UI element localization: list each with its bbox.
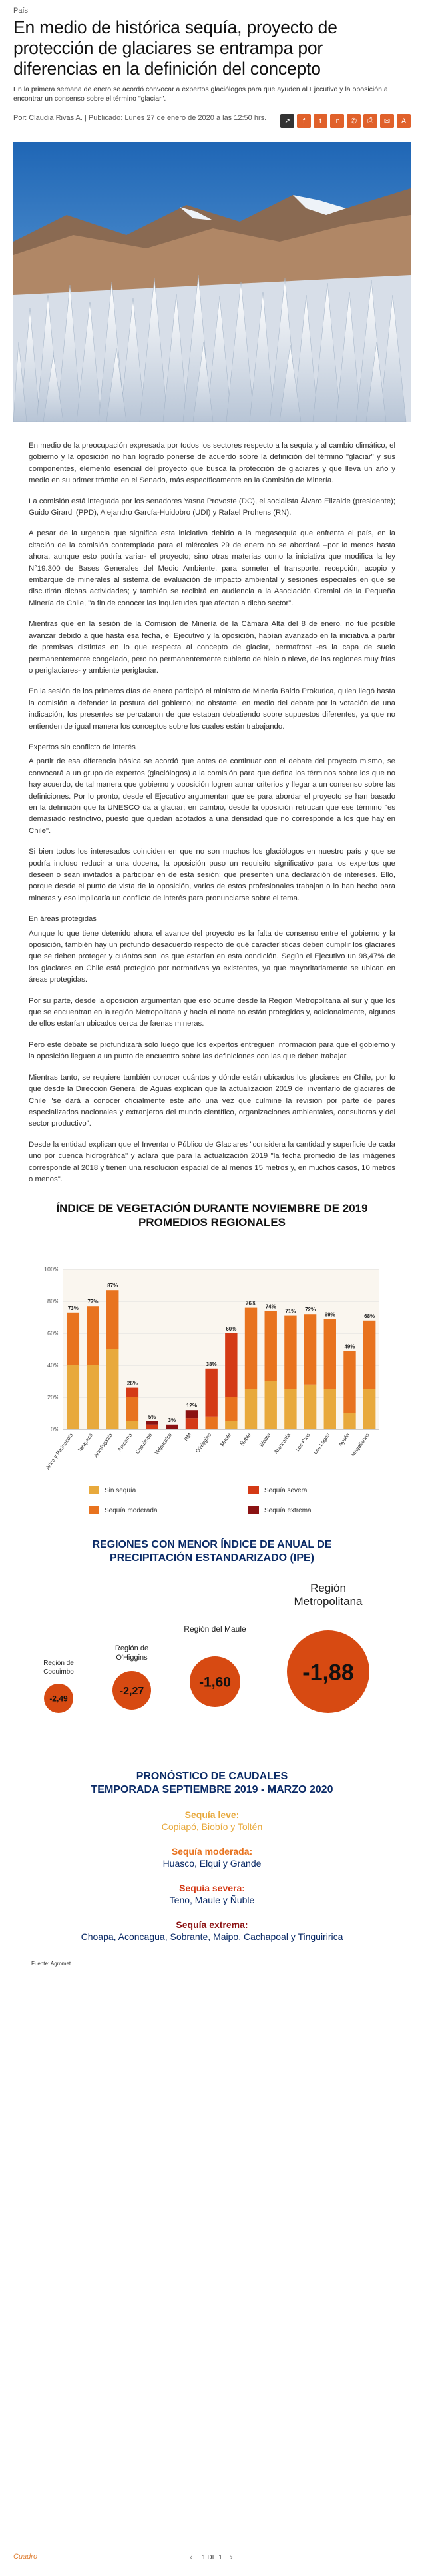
bar-segment-sin-sequía bbox=[284, 1389, 296, 1429]
bar-segment-sequía-extrema bbox=[146, 1421, 158, 1425]
x-tick-label: Biobío bbox=[258, 1432, 272, 1449]
x-tick-label: Tarapacá bbox=[76, 1432, 95, 1454]
bar-segment-sequía-extrema bbox=[166, 1425, 178, 1429]
ipe-title-line2: PRECIPITACIÓN ESTANDARIZADO (IPE) bbox=[110, 1552, 314, 1564]
y-tick-label: 80% bbox=[47, 1298, 59, 1305]
bar-segment-sequía-moderada bbox=[87, 1307, 99, 1366]
headline: En medio de histórica sequía, proyecto de protección de glaciares se entrampa por diferencias en la definición del concepto bbox=[13, 17, 337, 79]
body-paragraph: En medio de la preocupación expresada por todos los sectores respecto a la sequía y al cambio climático, el gobierno y la oposición no han logrado ponerse de acuerdo sobre la definición del término "glaciar" y sus componentes, elemento esencial del proyecto que busca la protección de glaciares y que lleva un año y medio en su primer trámite en el Senado, más específicamente en la Comisión de Minería. bbox=[29, 442, 395, 485]
bar-value-label: 71% bbox=[285, 1308, 296, 1315]
forecast-item bbox=[29, 1809, 395, 1833]
body-paragraph: En la sesión de los primeros días de enero participó el ministro de Minería Baldo Prokurica, quien llegó hasta la comisión a defender la postura del gobierno; no obstante, en medio del debate por la votación de una indicación, los presentes se percataron de que estaban debatiendo sobre supuestos diferentes, ya que no entienden de igual manera los conceptos sobre los cuales están trabajando. bbox=[29, 687, 395, 731]
bar-segment-sin-sequía bbox=[343, 1413, 355, 1429]
infographic-title-line2: PROMEDIOS REGIONALES bbox=[138, 1216, 286, 1229]
forecast-item bbox=[29, 1919, 395, 1943]
forecast-heading: Sequía severa: bbox=[179, 1883, 245, 1894]
x-tick-label: Magallanes bbox=[349, 1432, 371, 1458]
bar-segment-sequía-severa bbox=[126, 1388, 138, 1397]
bar-segment-sequía-severa bbox=[186, 1419, 198, 1430]
bar-value-label: 69% bbox=[324, 1311, 335, 1318]
bar-value-label: 68% bbox=[364, 1313, 375, 1320]
byline: Por: Claudia Rivas A. | Publicado: Lunes 27 de enero de 2020 a las 12:50 hrs. bbox=[13, 114, 267, 122]
bar-segment-sin-sequía bbox=[304, 1385, 316, 1429]
infographic-title-line1: ÍNDICE DE VEGETACIÓN DURANTE NOVIEMBRE DE 2019 bbox=[56, 1202, 368, 1215]
bar-value-label: 49% bbox=[344, 1343, 355, 1350]
forecast-title bbox=[29, 1765, 395, 1797]
bar-segment-sin-sequía bbox=[87, 1365, 99, 1429]
source-note: Fuente: Agromet bbox=[31, 1961, 71, 1967]
forecast-list bbox=[29, 1809, 395, 1943]
ipe-title-line1: REGIONES CON MENOR ÍNDICE DE ANUAL DE bbox=[92, 1539, 332, 1551]
ipe-bubble-chart bbox=[29, 1565, 395, 1765]
body-paragraph: Pero este debate se profundizará sólo luego que los expertos entreguen información para que el gobierno y la oposición lleguen a un punto de encuentro sobre las definiciones con las que deben trabajar. bbox=[29, 1040, 395, 1061]
bar-segment-sequía-moderada bbox=[205, 1417, 217, 1429]
bar-value-label: 76% bbox=[246, 1300, 257, 1307]
forecast-item bbox=[29, 1882, 395, 1907]
bar-value-label: 73% bbox=[67, 1305, 79, 1312]
region-name: Región de bbox=[43, 1660, 74, 1668]
forecast-heading: Sequía moderada: bbox=[171, 1846, 253, 1857]
x-tick-label: Atacama bbox=[116, 1432, 134, 1453]
bar-segment-sin-sequía bbox=[245, 1389, 257, 1429]
bar-segment-sequía-moderada bbox=[106, 1291, 118, 1350]
bar-value-label: 87% bbox=[107, 1283, 118, 1289]
bar-value-label: 26% bbox=[126, 1380, 138, 1387]
body-paragraph: A pesar de la urgencia que significa esta iniciativa debido a la megasequía que enfrenta el país, en la citación de la comisión contemplada para el miércoles 29 de enero no se abordará –por lo menos hasta ahora, aunque esto podría variar- el proyecto; sino otras materias como la iniciativa que modifica la ley N°19.300 de Bases Generales del Medio Ambiente, para someter el transporte, recepción, acopio y embarque de minerales al sistema de evaluación de impacto ambiental y sesiones especiales en que se discutirán dichas actividades; y también se recibirá en audiencia a la Asociación Gremial de la Pequeña Minería de Chile, "a fin de conocer las inquietudes que afectan a dicho sector". bbox=[29, 529, 395, 607]
x-tick-label: Los Lagos bbox=[312, 1432, 331, 1456]
bar-segment-sequía-moderada bbox=[363, 1321, 375, 1389]
forecast-rivers: Teno, Maule y Ñuble bbox=[169, 1895, 255, 1906]
legend-swatch bbox=[248, 1486, 259, 1494]
bar-segment-sequía-moderada bbox=[343, 1351, 355, 1414]
next-page-icon[interactable]: › bbox=[230, 2551, 233, 2562]
bar-value-label: 12% bbox=[186, 1403, 197, 1409]
linkedin-icon[interactable]: in bbox=[330, 114, 344, 128]
vegetation-chart bbox=[29, 1229, 395, 1536]
text-size-icon[interactable]: A bbox=[397, 114, 411, 128]
x-tick-label: Arica y Parinacota bbox=[44, 1432, 75, 1471]
forecast-heading: Sequía extrema: bbox=[176, 1919, 248, 1931]
x-tick-label: Aysén bbox=[337, 1432, 351, 1448]
email-icon[interactable]: ✉ bbox=[380, 114, 394, 128]
bar-value-label: 72% bbox=[305, 1307, 316, 1313]
bar-segment-sequía-moderada bbox=[265, 1311, 277, 1382]
print-icon[interactable]: ⎙ bbox=[363, 114, 377, 128]
ipe-value: -1,88 bbox=[302, 1660, 354, 1686]
x-tick-label: RM bbox=[183, 1432, 193, 1443]
bar-segment-sin-sequía bbox=[106, 1349, 118, 1429]
share-toolbar bbox=[280, 114, 411, 128]
region-name: Coquimbo bbox=[43, 1668, 74, 1676]
bar-segment-sin-sequía bbox=[265, 1381, 277, 1429]
lead-paragraph: En la primera semana de enero se acordó convocar a expertos glaciólogos para que ayuden al Ejecutivo y la oposición a encontrar un consenso sobre el término "glaciar". bbox=[13, 85, 388, 103]
y-tick-label: 20% bbox=[47, 1394, 59, 1401]
forecast-title-line1: PRONÓSTICO DE CAUDALES bbox=[136, 1771, 288, 1783]
legend-label: Sequía moderada bbox=[105, 1507, 158, 1515]
body-paragraph: A partir de esa diferencia básica se acordó que antes de continuar con el debate del proyecto mismo, se convocará a un grupo de expertos (glaciólogos) a la comisión para que defina los términos sobre los que no hay acuerdo, de tal manera que gobierno y oposición logren aunar criterios y llegar a un consenso sobre las definiciones. Por lo pronto, desde el Ejecutivo argumentan que se para abordar el proyecto se han basado en la definición que la UNESCO da a glaciar; en cambio, desde la oposición retrucan que ese término "es demasiado restrictivo, puesto que quedan acotados a una densidad que no corresponde a los que hay en Chile". bbox=[29, 757, 395, 835]
forecast-heading: Sequía leve: bbox=[184, 1809, 240, 1821]
bar-segment-sequía-moderada bbox=[304, 1315, 316, 1385]
region-name: Metropolitana bbox=[294, 1595, 363, 1608]
subheading: Expertos sin conflicto de interés bbox=[29, 743, 136, 751]
bar-segment-sin-sequía bbox=[225, 1421, 237, 1429]
bar-segment-sin-sequía bbox=[363, 1389, 375, 1429]
forecast-item bbox=[29, 1845, 395, 1870]
bar-value-label: 38% bbox=[206, 1361, 217, 1368]
bar-segment-sin-sequía bbox=[67, 1365, 79, 1429]
forecast-rivers: Copiapó, Biobío y Toltén bbox=[161, 1821, 263, 1833]
region-name: Región de bbox=[114, 1644, 149, 1653]
bar-segment-sequía-moderada bbox=[324, 1319, 336, 1390]
facebook-icon[interactable]: f bbox=[297, 114, 311, 128]
previous-page-icon[interactable]: ‹ bbox=[190, 2551, 193, 2562]
y-tick-label: 100% bbox=[43, 1266, 59, 1273]
byline-row bbox=[0, 103, 424, 142]
x-tick-label: Valparaíso bbox=[153, 1432, 173, 1456]
twitter-icon[interactable]: t bbox=[314, 114, 327, 128]
section-label[interactable]: País bbox=[13, 7, 29, 15]
page-indicator: 1 DE 1 bbox=[202, 2554, 222, 2561]
x-tick-label: O'Higgins bbox=[194, 1432, 213, 1454]
infographic bbox=[29, 1195, 395, 1967]
legend-label: Sequía severa bbox=[264, 1487, 308, 1495]
body-paragraph: Por su parte, desde la oposición argumentan que eso ocurre desde la Región Metropolitana al sur y que los que se encuentran en la región Metropolitana y hacia el norte no están protegidos y, adicionalmente, algunos de ellos estarían ubicados cerca de faenas mineras. bbox=[29, 996, 395, 1028]
body-paragraph: Mientras tanto, se requiere también conocer cuántos y dónde están ubicados los glaciares en Chile, por lo que desde la Dirección General de Aguas explican que la actualización 2019 del inventario de glaciares de Chile "se dará a conocer oficialmente este año una vez que culmine la revisión por parte de pares especializados nacionales y extranjeros del mundo científico, organizaciones ambientales, consultoras y del sector productivo". bbox=[29, 1073, 395, 1128]
body-paragraph: Mientras que en la sesión de la Comisión de Minería de la Cámara Alta del 8 de enero, no fue posible avanzar debido a que hasta esa fecha, el Ejecutivo y la oposición, habían avanzado en la iniciativa a partir de premisas distintas en lo que respecta al concepto de glaciar, permafrost -es la capa de suelo permanentemente congelado, pero no permanentemente cubierto de hielo o nieve, de las regiones muy frías o periglaciares- y ambiente periglaciar. bbox=[29, 620, 395, 675]
region-name: Región del Maule bbox=[184, 1624, 246, 1634]
ipe-value: -2,49 bbox=[49, 1694, 68, 1704]
x-tick-label: Los Ríos bbox=[294, 1432, 312, 1453]
x-tick-label: Maule bbox=[219, 1432, 232, 1448]
share-icon[interactable]: ↗ bbox=[280, 114, 294, 128]
y-tick-label: 60% bbox=[47, 1330, 59, 1337]
whatsapp-icon[interactable]: ✆ bbox=[347, 114, 361, 128]
body-paragraph: Si bien todos los interesados coinciden en que no son muchos los glaciólogos en nuestro país y que se podría incluso reducir a una docena, la oposición puso un requisito significativo para los expertos que deseen o sean invitados a participar en de esta sesión: que presenten una declaración de intereses. Ello, porque desde el punto de vista de la oposición, varios de estos profesionales trabajan o lo han hecho para mineras y eso implicaría un conflicto de interés para pronunciarse sobre el tema. bbox=[29, 848, 395, 902]
bar-segment-sequía-moderada bbox=[225, 1397, 237, 1421]
cuadro-logo: Cuadro bbox=[13, 2553, 38, 2561]
body-paragraph: Aunque lo que tiene detenido ahora el avance del proyecto es la falta de consenso entre el gobierno y la oposición, también hay un profundo desacuerdo respecto de qué características deben cumplir los glaciares que se deben proteger y cuántos son los que estarían en esta condición. Según el Ejecutivo un 98,47% de los glaciares en Chile está protegido por normativas ya existentes, ya que mayoritariamente se ubican en áreas protegidas. bbox=[29, 929, 395, 984]
bar-segment-sequía-severa bbox=[225, 1333, 237, 1397]
bar-segment-sequía-extrema bbox=[186, 1411, 198, 1419]
glacier-photo bbox=[13, 142, 411, 422]
ipe-title bbox=[29, 1536, 395, 1565]
ipe-value: -1,60 bbox=[199, 1674, 231, 1690]
document-footer bbox=[0, 2543, 424, 2576]
legend-swatch bbox=[89, 1486, 99, 1494]
bar-segment-sequía-moderada bbox=[67, 1313, 79, 1365]
x-tick-label: Ñuble bbox=[239, 1432, 252, 1447]
y-tick-label: 0% bbox=[50, 1426, 59, 1433]
article-body bbox=[0, 422, 424, 1185]
y-tick-label: 40% bbox=[47, 1362, 59, 1369]
ipe-bubbles bbox=[29, 1565, 395, 1765]
legend-label: Sin sequía bbox=[105, 1487, 136, 1495]
bar-value-label: 74% bbox=[265, 1303, 276, 1310]
bar-value-label: 3% bbox=[168, 1417, 176, 1424]
bar-value-label: 60% bbox=[226, 1326, 237, 1333]
bar-value-label: 77% bbox=[87, 1299, 99, 1305]
region-name: Región bbox=[310, 1582, 346, 1595]
legend-label: Sequía extrema bbox=[264, 1507, 312, 1515]
bar-segment-sequía-moderada bbox=[126, 1397, 138, 1421]
bar-segment-sequía-severa bbox=[146, 1425, 158, 1429]
bar-segment-sequía-severa bbox=[205, 1369, 217, 1417]
x-tick-label: Araucanía bbox=[272, 1432, 292, 1456]
subheading: En áreas protegidas bbox=[29, 915, 97, 924]
bar-segment-sin-sequía bbox=[324, 1389, 336, 1429]
bar-segment-sequía-moderada bbox=[284, 1316, 296, 1389]
infographic-title bbox=[29, 1195, 395, 1229]
forecast-title-line2: TEMPORADA SEPTIEMBRE 2019 - MARZO 2020 bbox=[91, 1784, 333, 1796]
penitentes-glacier-image bbox=[13, 142, 411, 422]
legend-swatch bbox=[89, 1506, 99, 1514]
forecast-rivers: Huasco, Elqui y Grande bbox=[162, 1858, 262, 1869]
body-paragraph: Desde la entidad explican que el Inventario Público de Glaciares "considera la cantidad y superficie de cada uno por cuenca hidrográfica" y aclara que para la actualización 2019 "la fecha promedio de las imágenes corresponde al 2018 y tienen una resolución espacial de al menos 15 metros y, en muchos casos, 10 metros o menos". bbox=[29, 1140, 395, 1183]
legend-swatch bbox=[248, 1506, 259, 1514]
body-paragraph: La comisión está integrada por los senadores Yasna Provoste (DC), el socialista Álvaro Elizalde (presidente); Guido Girardi (PPD), Alejandro García-Huidobro (UDI) y Rafael Prohens (RN). bbox=[29, 497, 395, 517]
bar-segment-sin-sequía bbox=[126, 1421, 138, 1429]
region-name: O'Higgins bbox=[116, 1654, 148, 1662]
bar-segment-sequía-moderada bbox=[245, 1308, 257, 1389]
x-tick-label: Antofagasta bbox=[92, 1432, 114, 1459]
vegetation-bar-chart bbox=[29, 1229, 395, 1536]
x-tick-label: Coquimbo bbox=[134, 1432, 154, 1456]
forecast-rivers: Choapa, Aconcagua, Sobrante, Maipo, Cachapoal y Tinguiririca bbox=[81, 1931, 343, 1943]
ipe-value: -2,27 bbox=[119, 1686, 144, 1698]
bar-value-label: 5% bbox=[148, 1414, 156, 1421]
